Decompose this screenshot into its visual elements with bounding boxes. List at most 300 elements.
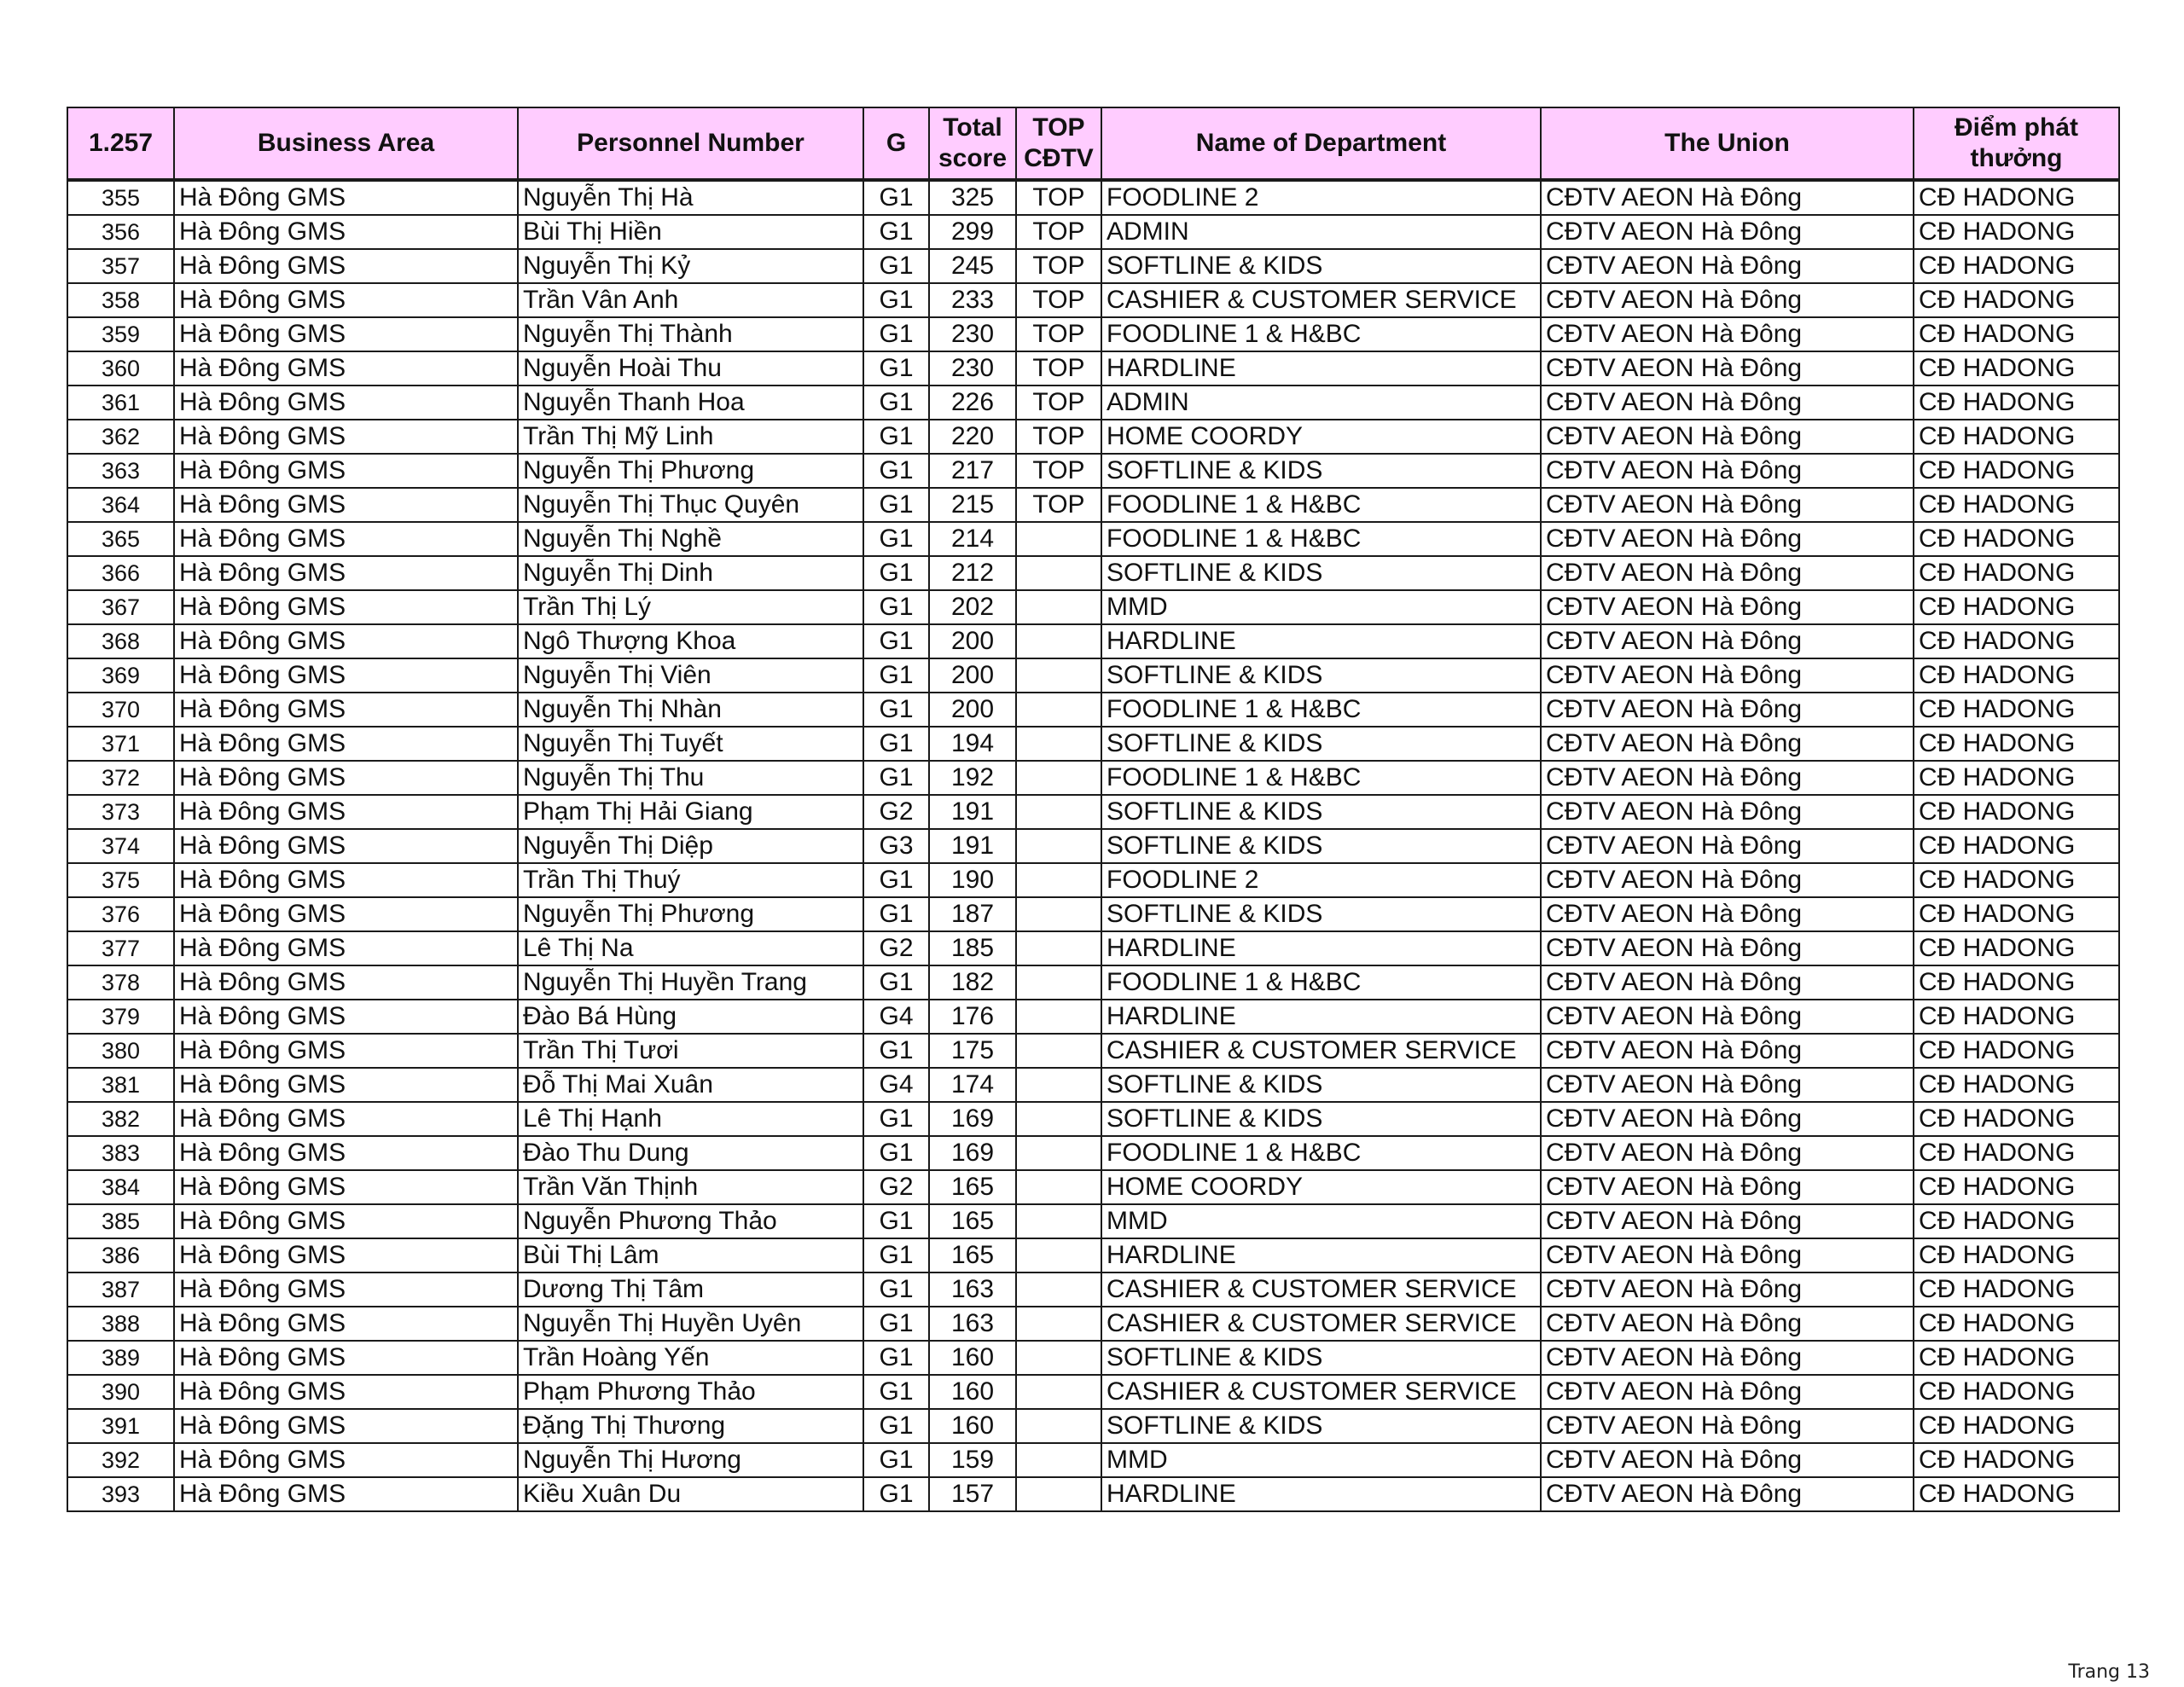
header-total-score-line2: score bbox=[938, 144, 1008, 172]
cell-union: CĐTV AEON Hà Đông bbox=[1541, 283, 1914, 317]
cell-union: CĐTV AEON Hà Đông bbox=[1541, 693, 1914, 727]
cell-business-area: Hà Đông GMS bbox=[174, 1170, 518, 1204]
cell-total-score: 187 bbox=[929, 897, 1016, 931]
cell-bonus: CĐ HADONG bbox=[1914, 351, 2119, 386]
cell-business-area: Hà Đông GMS bbox=[174, 1272, 518, 1307]
cell-bonus: CĐ HADONG bbox=[1914, 1443, 2119, 1477]
cell-no: 370 bbox=[67, 693, 174, 727]
table-row bbox=[67, 1034, 2119, 1068]
header-no-label: 1.257 bbox=[88, 129, 154, 157]
cell-personnel-name: Nguyễn Thị Huyền Trang bbox=[518, 965, 863, 1000]
table-row bbox=[67, 897, 2119, 931]
cell-department: SOFTLINE & KIDS bbox=[1101, 454, 1541, 488]
table-row bbox=[67, 180, 2119, 215]
cell-grade: G1 bbox=[863, 761, 929, 795]
cell-no: 381 bbox=[67, 1068, 174, 1102]
cell-department: CASHIER & CUSTOMER SERVICE bbox=[1101, 1272, 1541, 1307]
cell-total-score: 233 bbox=[929, 283, 1016, 317]
cell-total-score: 176 bbox=[929, 1000, 1016, 1034]
cell-grade: G2 bbox=[863, 1170, 929, 1204]
cell-total-score: 200 bbox=[929, 624, 1016, 658]
cell-business-area: Hà Đông GMS bbox=[174, 488, 518, 522]
cell-total-score: 182 bbox=[929, 965, 1016, 1000]
cell-union: CĐTV AEON Hà Đông bbox=[1541, 420, 1914, 454]
cell-grade: G1 bbox=[863, 420, 929, 454]
cell-no: 361 bbox=[67, 386, 174, 420]
header-total-score-line1: Total bbox=[943, 113, 1002, 142]
table-row bbox=[67, 1000, 2119, 1034]
cell-top-cdtv: TOP bbox=[1016, 249, 1101, 283]
cell-personnel-name: Lê Thị Na bbox=[518, 931, 863, 965]
cell-bonus: CĐ HADONG bbox=[1914, 215, 2119, 249]
cell-top-cdtv bbox=[1016, 1409, 1101, 1443]
cell-grade: G1 bbox=[863, 727, 929, 761]
cell-bonus: CĐ HADONG bbox=[1914, 488, 2119, 522]
cell-no: 377 bbox=[67, 931, 174, 965]
cell-bonus: CĐ HADONG bbox=[1914, 1477, 2119, 1511]
cell-no: 375 bbox=[67, 863, 174, 897]
header-top-line2: CĐTV bbox=[1024, 144, 1094, 172]
cell-top-cdtv bbox=[1016, 1034, 1101, 1068]
cell-union: CĐTV AEON Hà Đông bbox=[1541, 1409, 1914, 1443]
cell-business-area: Hà Đông GMS bbox=[174, 1238, 518, 1272]
cell-personnel-name: Kiều Xuân Du bbox=[518, 1477, 863, 1511]
cell-department: FOODLINE 1 & H&BC bbox=[1101, 965, 1541, 1000]
cell-grade: G1 bbox=[863, 1272, 929, 1307]
cell-no: 367 bbox=[67, 590, 174, 624]
cell-total-score: 160 bbox=[929, 1375, 1016, 1409]
cell-personnel-name: Lê Thị Hạnh bbox=[518, 1102, 863, 1136]
cell-department: FOODLINE 1 & H&BC bbox=[1101, 522, 1541, 556]
cell-business-area: Hà Đông GMS bbox=[174, 1034, 518, 1068]
table-row bbox=[67, 931, 2119, 965]
cell-grade: G1 bbox=[863, 522, 929, 556]
cell-union: CĐTV AEON Hà Đông bbox=[1541, 1443, 1914, 1477]
cell-bonus: CĐ HADONG bbox=[1914, 1238, 2119, 1272]
cell-total-score: 215 bbox=[929, 488, 1016, 522]
cell-personnel-name: Nguyễn Thị Phương bbox=[518, 454, 863, 488]
cell-no: 389 bbox=[67, 1341, 174, 1375]
header-top-cdtv bbox=[1016, 107, 1101, 180]
cell-no: 374 bbox=[67, 829, 174, 863]
cell-department: SOFTLINE & KIDS bbox=[1101, 1068, 1541, 1102]
cell-bonus: CĐ HADONG bbox=[1914, 590, 2119, 624]
cell-department: SOFTLINE & KIDS bbox=[1101, 897, 1541, 931]
cell-bonus: CĐ HADONG bbox=[1914, 727, 2119, 761]
cell-department: MMD bbox=[1101, 1443, 1541, 1477]
cell-bonus: CĐ HADONG bbox=[1914, 1068, 2119, 1102]
cell-bonus: CĐ HADONG bbox=[1914, 897, 2119, 931]
cell-total-score: 159 bbox=[929, 1443, 1016, 1477]
cell-personnel-name: Nguyễn Thị Thành bbox=[518, 317, 863, 351]
cell-union: CĐTV AEON Hà Đông bbox=[1541, 624, 1914, 658]
cell-total-score: 165 bbox=[929, 1204, 1016, 1238]
cell-total-score: 200 bbox=[929, 693, 1016, 727]
cell-business-area: Hà Đông GMS bbox=[174, 931, 518, 965]
cell-business-area: Hà Đông GMS bbox=[174, 351, 518, 386]
cell-personnel-name: Trần Thị Thuý bbox=[518, 863, 863, 897]
cell-department: HOME COORDY bbox=[1101, 420, 1541, 454]
cell-grade: G1 bbox=[863, 249, 929, 283]
cell-union: CĐTV AEON Hà Đông bbox=[1541, 965, 1914, 1000]
cell-total-score: 175 bbox=[929, 1034, 1016, 1068]
cell-bonus: CĐ HADONG bbox=[1914, 283, 2119, 317]
cell-business-area: Hà Đông GMS bbox=[174, 658, 518, 693]
table-row bbox=[67, 1341, 2119, 1375]
cell-bonus: CĐ HADONG bbox=[1914, 1375, 2119, 1409]
cell-personnel-name: Nguyễn Thị Phương bbox=[518, 897, 863, 931]
cell-top-cdtv bbox=[1016, 1238, 1101, 1272]
cell-grade: G1 bbox=[863, 454, 929, 488]
cell-total-score: 220 bbox=[929, 420, 1016, 454]
cell-business-area: Hà Đông GMS bbox=[174, 556, 518, 590]
cell-grade: G1 bbox=[863, 897, 929, 931]
cell-total-score: 192 bbox=[929, 761, 1016, 795]
table-row bbox=[67, 965, 2119, 1000]
cell-business-area: Hà Đông GMS bbox=[174, 1136, 518, 1170]
cell-no: 382 bbox=[67, 1102, 174, 1136]
cell-bonus: CĐ HADONG bbox=[1914, 693, 2119, 727]
cell-union: CĐTV AEON Hà Đông bbox=[1541, 1272, 1914, 1307]
cell-union: CĐTV AEON Hà Đông bbox=[1541, 1477, 1914, 1511]
cell-personnel-name: Trần Thị Mỹ Linh bbox=[518, 420, 863, 454]
cell-total-score: 169 bbox=[929, 1136, 1016, 1170]
table-row bbox=[67, 1204, 2119, 1238]
cell-top-cdtv bbox=[1016, 965, 1101, 1000]
cell-department: CASHIER & CUSTOMER SERVICE bbox=[1101, 1375, 1541, 1409]
cell-union: CĐTV AEON Hà Đông bbox=[1541, 829, 1914, 863]
cell-union: CĐTV AEON Hà Đông bbox=[1541, 386, 1914, 420]
cell-top-cdtv: TOP bbox=[1016, 420, 1101, 454]
cell-top-cdtv bbox=[1016, 897, 1101, 931]
cell-grade: G4 bbox=[863, 1000, 929, 1034]
cell-grade: G1 bbox=[863, 386, 929, 420]
cell-business-area: Hà Đông GMS bbox=[174, 863, 518, 897]
table-row bbox=[67, 351, 2119, 386]
cell-top-cdtv: TOP bbox=[1016, 180, 1101, 215]
header-personnel-number bbox=[518, 107, 863, 180]
cell-bonus: CĐ HADONG bbox=[1914, 1409, 2119, 1443]
cell-top-cdtv bbox=[1016, 590, 1101, 624]
cell-no: 369 bbox=[67, 658, 174, 693]
header-g-label: G bbox=[886, 129, 907, 157]
cell-business-area: Hà Đông GMS bbox=[174, 1375, 518, 1409]
table-row bbox=[67, 1409, 2119, 1443]
cell-bonus: CĐ HADONG bbox=[1914, 795, 2119, 829]
header-total-score bbox=[929, 107, 1016, 180]
cell-union: CĐTV AEON Hà Đông bbox=[1541, 1238, 1914, 1272]
cell-no: 385 bbox=[67, 1204, 174, 1238]
cell-total-score: 191 bbox=[929, 795, 1016, 829]
cell-personnel-name: Phạm Thị Hải Giang bbox=[518, 795, 863, 829]
cell-personnel-name: Nguyễn Thị Nghề bbox=[518, 522, 863, 556]
cell-no: 358 bbox=[67, 283, 174, 317]
cell-total-score: 190 bbox=[929, 863, 1016, 897]
cell-business-area: Hà Đông GMS bbox=[174, 1204, 518, 1238]
cell-union: CĐTV AEON Hà Đông bbox=[1541, 761, 1914, 795]
cell-top-cdtv bbox=[1016, 1170, 1101, 1204]
cell-personnel-name: Trần Văn Thịnh bbox=[518, 1170, 863, 1204]
cell-no: 393 bbox=[67, 1477, 174, 1511]
cell-department: CASHIER & CUSTOMER SERVICE bbox=[1101, 283, 1541, 317]
cell-personnel-name: Nguyễn Thị Hương bbox=[518, 1443, 863, 1477]
cell-personnel-name: Nguyễn Thị Hà bbox=[518, 180, 863, 215]
cell-no: 392 bbox=[67, 1443, 174, 1477]
cell-no: 368 bbox=[67, 624, 174, 658]
cell-union: CĐTV AEON Hà Đông bbox=[1541, 249, 1914, 283]
cell-department: FOODLINE 2 bbox=[1101, 863, 1541, 897]
cell-business-area: Hà Đông GMS bbox=[174, 965, 518, 1000]
table-row bbox=[67, 590, 2119, 624]
table-row bbox=[67, 1068, 2119, 1102]
cell-business-area: Hà Đông GMS bbox=[174, 215, 518, 249]
cell-total-score: 160 bbox=[929, 1409, 1016, 1443]
cell-total-score: 194 bbox=[929, 727, 1016, 761]
table-row bbox=[67, 1375, 2119, 1409]
cell-department: HARDLINE bbox=[1101, 1000, 1541, 1034]
table-row bbox=[67, 863, 2119, 897]
cell-union: CĐTV AEON Hà Đông bbox=[1541, 1102, 1914, 1136]
cell-business-area: Hà Đông GMS bbox=[174, 386, 518, 420]
cell-bonus: CĐ HADONG bbox=[1914, 1272, 2119, 1307]
cell-bonus: CĐ HADONG bbox=[1914, 1341, 2119, 1375]
cell-personnel-name: Dương Thị Tâm bbox=[518, 1272, 863, 1307]
cell-union: CĐTV AEON Hà Đông bbox=[1541, 1307, 1914, 1341]
cell-grade: G2 bbox=[863, 795, 929, 829]
cell-personnel-name: Nguyễn Hoài Thu bbox=[518, 351, 863, 386]
cell-bonus: CĐ HADONG bbox=[1914, 556, 2119, 590]
cell-personnel-name: Nguyễn Thị Tuyết bbox=[518, 727, 863, 761]
cell-department: HARDLINE bbox=[1101, 1238, 1541, 1272]
cell-total-score: 226 bbox=[929, 386, 1016, 420]
cell-department: SOFTLINE & KIDS bbox=[1101, 1409, 1541, 1443]
cell-bonus: CĐ HADONG bbox=[1914, 1034, 2119, 1068]
cell-top-cdtv: TOP bbox=[1016, 488, 1101, 522]
cell-grade: G3 bbox=[863, 829, 929, 863]
cell-top-cdtv bbox=[1016, 624, 1101, 658]
cell-top-cdtv bbox=[1016, 1272, 1101, 1307]
table-row bbox=[67, 829, 2119, 863]
cell-grade: G1 bbox=[863, 215, 929, 249]
cell-department: FOODLINE 1 & H&BC bbox=[1101, 488, 1541, 522]
header-personnel-number-label: Personnel Number bbox=[577, 129, 804, 157]
cell-union: CĐTV AEON Hà Đông bbox=[1541, 1375, 1914, 1409]
cell-union: CĐTV AEON Hà Đông bbox=[1541, 488, 1914, 522]
cell-business-area: Hà Đông GMS bbox=[174, 454, 518, 488]
cell-department: CASHIER & CUSTOMER SERVICE bbox=[1101, 1307, 1541, 1341]
cell-top-cdtv bbox=[1016, 829, 1101, 863]
cell-bonus: CĐ HADONG bbox=[1914, 1102, 2119, 1136]
cell-business-area: Hà Đông GMS bbox=[174, 522, 518, 556]
cell-business-area: Hà Đông GMS bbox=[174, 897, 518, 931]
cell-business-area: Hà Đông GMS bbox=[174, 1068, 518, 1102]
cell-union: CĐTV AEON Hà Đông bbox=[1541, 522, 1914, 556]
cell-union: CĐTV AEON Hà Đông bbox=[1541, 351, 1914, 386]
cell-total-score: 157 bbox=[929, 1477, 1016, 1511]
header-g bbox=[863, 107, 929, 180]
cell-union: CĐTV AEON Hà Đông bbox=[1541, 931, 1914, 965]
cell-department: HOME COORDY bbox=[1101, 1170, 1541, 1204]
cell-business-area: Hà Đông GMS bbox=[174, 180, 518, 215]
cell-business-area: Hà Đông GMS bbox=[174, 761, 518, 795]
ranking-table bbox=[67, 107, 2120, 1512]
cell-grade: G1 bbox=[863, 590, 929, 624]
cell-union: CĐTV AEON Hà Đông bbox=[1541, 863, 1914, 897]
cell-department: HARDLINE bbox=[1101, 624, 1541, 658]
cell-total-score: 200 bbox=[929, 658, 1016, 693]
cell-total-score: 202 bbox=[929, 590, 1016, 624]
cell-personnel-name: Trần Vân Anh bbox=[518, 283, 863, 317]
cell-business-area: Hà Đông GMS bbox=[174, 590, 518, 624]
cell-grade: G1 bbox=[863, 863, 929, 897]
cell-department: FOODLINE 1 & H&BC bbox=[1101, 761, 1541, 795]
cell-top-cdtv bbox=[1016, 727, 1101, 761]
cell-business-area: Hà Đông GMS bbox=[174, 1000, 518, 1034]
cell-top-cdtv bbox=[1016, 1307, 1101, 1341]
cell-no: 360 bbox=[67, 351, 174, 386]
header-row bbox=[67, 107, 2119, 180]
cell-personnel-name: Ngô Thượng Khoa bbox=[518, 624, 863, 658]
cell-personnel-name: Trần Hoàng Yến bbox=[518, 1341, 863, 1375]
cell-personnel-name: Đỗ Thị Mai Xuân bbox=[518, 1068, 863, 1102]
cell-business-area: Hà Đông GMS bbox=[174, 283, 518, 317]
cell-bonus: CĐ HADONG bbox=[1914, 658, 2119, 693]
cell-top-cdtv bbox=[1016, 1136, 1101, 1170]
cell-department: MMD bbox=[1101, 1204, 1541, 1238]
cell-personnel-name: Trần Thị Tươi bbox=[518, 1034, 863, 1068]
cell-bonus: CĐ HADONG bbox=[1914, 965, 2119, 1000]
header-department bbox=[1101, 107, 1541, 180]
cell-grade: G1 bbox=[863, 317, 929, 351]
cell-personnel-name: Bùi Thị Hiền bbox=[518, 215, 863, 249]
cell-personnel-name: Nguyễn Thị Dinh bbox=[518, 556, 863, 590]
table-row bbox=[67, 1477, 2119, 1511]
cell-bonus: CĐ HADONG bbox=[1914, 1170, 2119, 1204]
table-row bbox=[67, 249, 2119, 283]
cell-grade: G1 bbox=[863, 1443, 929, 1477]
cell-no: 371 bbox=[67, 727, 174, 761]
cell-no: 356 bbox=[67, 215, 174, 249]
table-row bbox=[67, 1102, 2119, 1136]
cell-top-cdtv: TOP bbox=[1016, 317, 1101, 351]
cell-grade: G1 bbox=[863, 1375, 929, 1409]
cell-top-cdtv bbox=[1016, 522, 1101, 556]
cell-top-cdtv: TOP bbox=[1016, 386, 1101, 420]
cell-business-area: Hà Đông GMS bbox=[174, 1102, 518, 1136]
table-row bbox=[67, 1136, 2119, 1170]
cell-department: ADMIN bbox=[1101, 386, 1541, 420]
table-row bbox=[67, 658, 2119, 693]
cell-total-score: 212 bbox=[929, 556, 1016, 590]
cell-no: 391 bbox=[67, 1409, 174, 1443]
cell-no: 355 bbox=[67, 180, 174, 215]
cell-top-cdtv bbox=[1016, 1000, 1101, 1034]
cell-union: CĐTV AEON Hà Đông bbox=[1541, 215, 1914, 249]
cell-business-area: Hà Đông GMS bbox=[174, 829, 518, 863]
cell-grade: G2 bbox=[863, 931, 929, 965]
cell-department: CASHIER & CUSTOMER SERVICE bbox=[1101, 1034, 1541, 1068]
header-no bbox=[67, 107, 174, 180]
cell-top-cdtv bbox=[1016, 1204, 1101, 1238]
cell-personnel-name: Nguyễn Phương Thảo bbox=[518, 1204, 863, 1238]
table-row bbox=[67, 522, 2119, 556]
header-bonus bbox=[1914, 107, 2119, 180]
table-row bbox=[67, 488, 2119, 522]
table-row bbox=[67, 624, 2119, 658]
table-body bbox=[67, 180, 2119, 1511]
cell-grade: G1 bbox=[863, 1102, 929, 1136]
cell-no: 362 bbox=[67, 420, 174, 454]
cell-department: FOODLINE 1 & H&BC bbox=[1101, 693, 1541, 727]
header-department-label: Name of Department bbox=[1195, 129, 1447, 157]
cell-personnel-name: Nguyễn Thị Thu bbox=[518, 761, 863, 795]
cell-no: 386 bbox=[67, 1238, 174, 1272]
cell-grade: G1 bbox=[863, 965, 929, 1000]
cell-union: CĐTV AEON Hà Đông bbox=[1541, 317, 1914, 351]
header-union-label: The Union bbox=[1664, 129, 1790, 157]
table-row bbox=[67, 727, 2119, 761]
cell-no: 376 bbox=[67, 897, 174, 931]
cell-bonus: CĐ HADONG bbox=[1914, 863, 2119, 897]
cell-department: SOFTLINE & KIDS bbox=[1101, 1341, 1541, 1375]
cell-personnel-name: Trần Thị Lý bbox=[518, 590, 863, 624]
cell-top-cdtv bbox=[1016, 658, 1101, 693]
cell-no: 359 bbox=[67, 317, 174, 351]
cell-top-cdtv: TOP bbox=[1016, 454, 1101, 488]
table-row bbox=[67, 1307, 2119, 1341]
cell-no: 364 bbox=[67, 488, 174, 522]
cell-no: 383 bbox=[67, 1136, 174, 1170]
cell-no: 388 bbox=[67, 1307, 174, 1341]
header-union bbox=[1541, 107, 1914, 180]
cell-total-score: 163 bbox=[929, 1272, 1016, 1307]
cell-top-cdtv bbox=[1016, 1341, 1101, 1375]
cell-grade: G1 bbox=[863, 693, 929, 727]
cell-business-area: Hà Đông GMS bbox=[174, 1341, 518, 1375]
cell-total-score: 174 bbox=[929, 1068, 1016, 1102]
cell-bonus: CĐ HADONG bbox=[1914, 1000, 2119, 1034]
table-row bbox=[67, 1238, 2119, 1272]
cell-grade: G1 bbox=[863, 624, 929, 658]
cell-department: MMD bbox=[1101, 590, 1541, 624]
cell-union: CĐTV AEON Hà Đông bbox=[1541, 590, 1914, 624]
table-row bbox=[67, 454, 2119, 488]
cell-total-score: 191 bbox=[929, 829, 1016, 863]
cell-personnel-name: Phạm Phương Thảo bbox=[518, 1375, 863, 1409]
cell-union: CĐTV AEON Hà Đông bbox=[1541, 1341, 1914, 1375]
cell-total-score: 160 bbox=[929, 1341, 1016, 1375]
cell-top-cdtv bbox=[1016, 1102, 1101, 1136]
cell-top-cdtv bbox=[1016, 1477, 1101, 1511]
cell-total-score: 185 bbox=[929, 931, 1016, 965]
cell-department: HARDLINE bbox=[1101, 1477, 1541, 1511]
cell-personnel-name: Nguyễn Thị Diệp bbox=[518, 829, 863, 863]
cell-no: 366 bbox=[67, 556, 174, 590]
cell-union: CĐTV AEON Hà Đông bbox=[1541, 727, 1914, 761]
cell-business-area: Hà Đông GMS bbox=[174, 1477, 518, 1511]
cell-business-area: Hà Đông GMS bbox=[174, 624, 518, 658]
cell-personnel-name: Nguyễn Thị Kỷ bbox=[518, 249, 863, 283]
cell-business-area: Hà Đông GMS bbox=[174, 1409, 518, 1443]
header-bonus-line1: Điểm phát bbox=[1954, 113, 2079, 142]
cell-business-area: Hà Đông GMS bbox=[174, 249, 518, 283]
cell-union: CĐTV AEON Hà Đông bbox=[1541, 454, 1914, 488]
cell-no: 373 bbox=[67, 795, 174, 829]
cell-total-score: 169 bbox=[929, 1102, 1016, 1136]
cell-bonus: CĐ HADONG bbox=[1914, 829, 2119, 863]
cell-total-score: 165 bbox=[929, 1238, 1016, 1272]
table-row bbox=[67, 761, 2119, 795]
